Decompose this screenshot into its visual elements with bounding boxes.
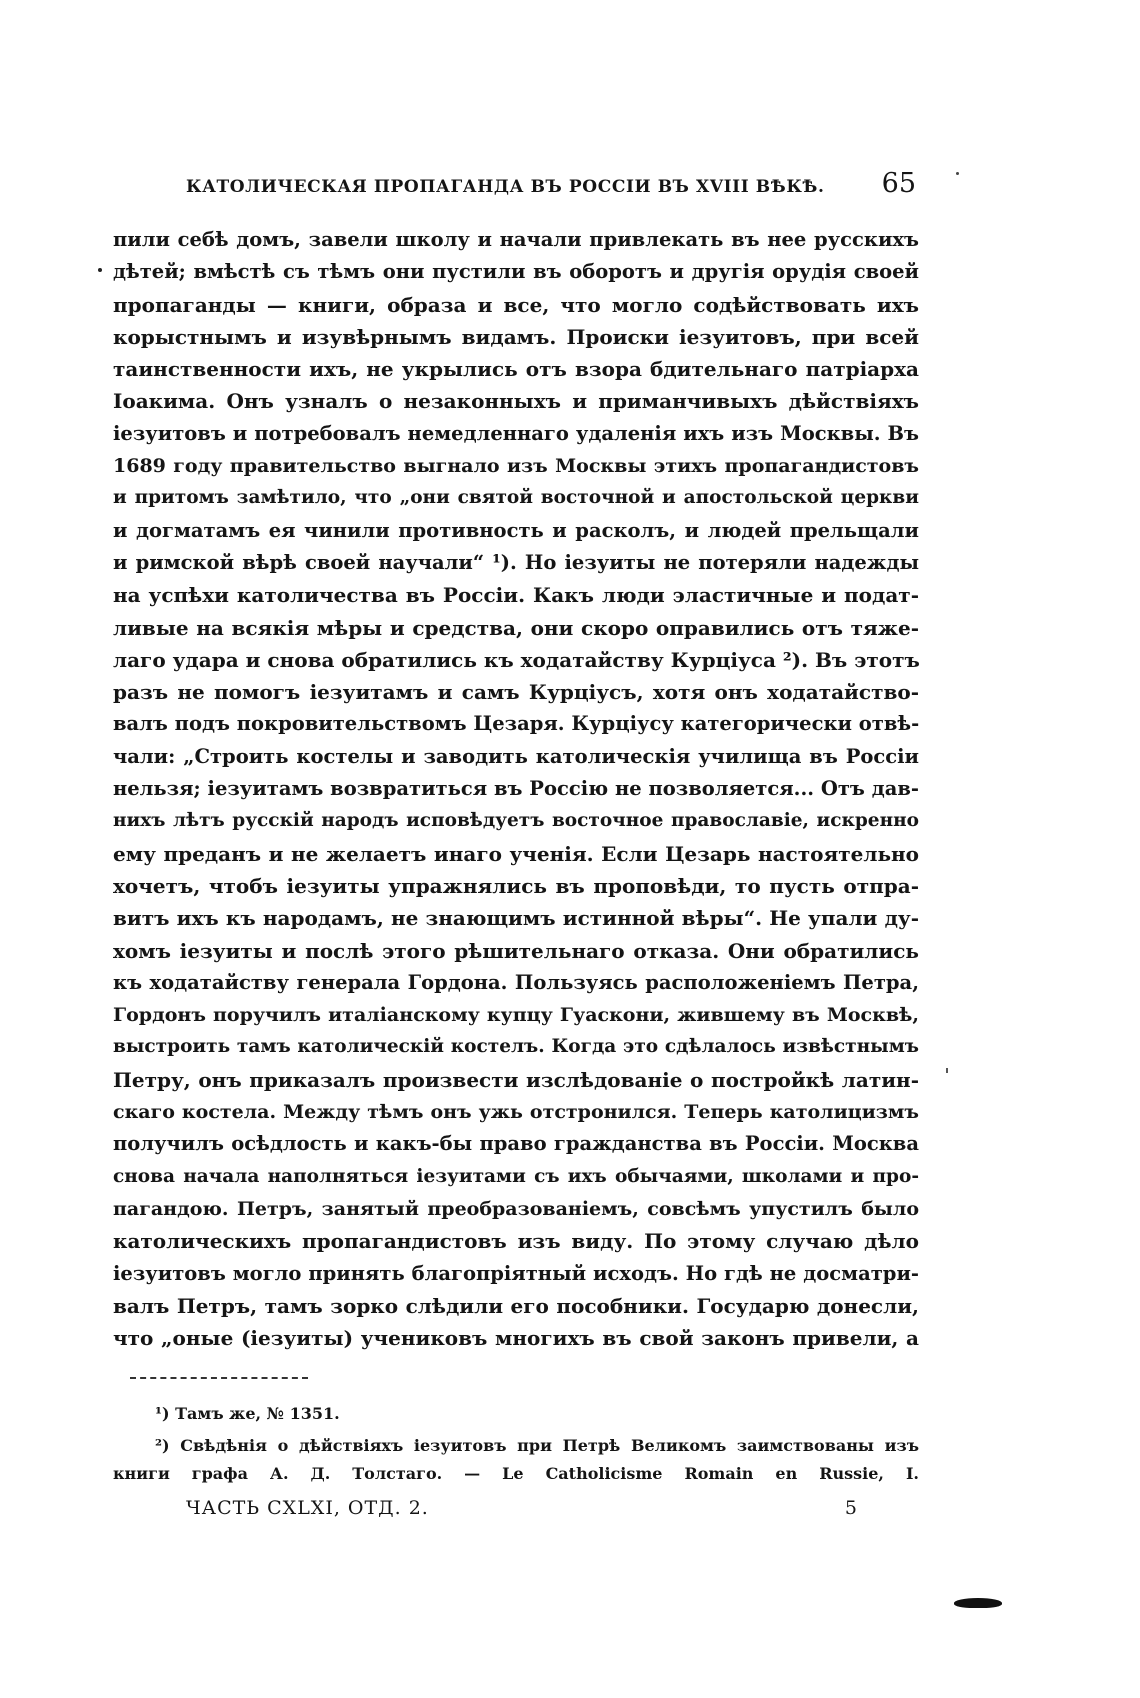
text-line: получилъ осѣдлость и какъ-бы право гражданства въ Россіи. Москва [113,1132,919,1156]
text-line: іезуитовъ могло принять благопріятный исходъ. Но гдѣ не досматри- [113,1261,919,1285]
footnote-2-line-1: ²) Свѣдѣнія о дѣйствіяхъ іезуитовъ при Петрѣ Великомъ заимствованы изъ [155,1436,919,1455]
text-line: на успѣхи католичества въ Россіи. Какъ люди эластичные и подат- [113,583,919,608]
text-line: Гордонъ поручилъ италіанскому купцу Гуаскони, жившему въ Москвѣ, [113,1004,919,1027]
text-line: Петру, онъ приказалъ произвести изслѣдованіе о постройкѣ латин- [113,1067,919,1092]
text-line: чали: „Строить костелы и заводить католическія училища въ Россіи [113,744,919,768]
text-line: нихъ лѣтъ русскій народъ исповѣдуетъ восточное православіе, искренно [113,810,919,832]
text-line: ему преданъ и не желаетъ инаго ученія. Если Цезарь настоятельно [113,841,919,866]
text-line: разъ не помогъ іезуитамъ и самъ Курціусъ, хотя онъ ходатайство- [113,680,919,705]
text-line: хомъ іезуиты и послѣ этого рѣшительнаго отказа. Они обратились [113,938,919,963]
text-line: Іоакима. Онъ узналъ о незаконныхъ и приманчивыхъ дѣйствіяхъ [113,389,919,414]
text-line: таинственности ихъ, не укрылись отъ взора бдительнаго патріарха [113,357,919,382]
footnote-1: ¹) Тамъ же, № 1351. [155,1404,340,1423]
text-line: католическихъ пропагандистовъ изъ виду. По этому случаю дѣло [113,1229,919,1254]
signature-part: ЧАСТЬ CXLXI, ОТД. 2. [186,1497,429,1519]
text-line: хочетъ, чтобъ іезуиты упражнялись въ проповѣди, то пусть отпра- [113,873,919,898]
running-title: КАТОЛИЧЕСКАЯ ПРОПАГАНДА ВЪ РОССІИ ВЪ XVIII ВѢКѢ. [186,177,825,197]
text-line: снова начала наполняться іезуитами съ ихъ обычаями, школами и про- [113,1165,919,1187]
text-line: и римской вѣрѣ своей научали“ ¹). Но іезуиты не потеряли надежды [113,550,919,574]
text-line: пили себѣ домъ, завели школу и начали привлекать въ нее русскихъ [113,228,919,251]
text-line: 1689 году правительство выгнало изъ Москвы этихъ пропагандистовъ [113,455,919,478]
footnote-rule [130,1377,308,1379]
text-line: и догматамъ ея чинили противность и расколъ, и людей прельщали [113,518,919,542]
running-header [186,168,916,199]
body-text [113,224,919,1354]
text-line: пагандою. Петръ, занятый преобразованіемъ, совсѣмъ упустилъ было [113,1197,919,1220]
footnote-2-line-2: книги графа А. Д. Толстаго. — Le Catholicisme Romain en Russie, I. [113,1464,919,1483]
printer-signature [186,1497,858,1519]
text-line: скаго костела. Между тѣмъ онъ ужь отстронился. Теперь католицизмъ [113,1101,919,1124]
text-line: нельзя; іезуитамъ возвратиться въ Россію не позволяется... Отъ дав- [113,777,919,801]
text-line: ливые на всякія мѣры и средства, они скоро оправились отъ тяже- [113,615,919,640]
text-line: корыстнымъ и изувѣрнымъ видамъ. Происки іезуитовъ, при всей [113,324,919,349]
ink-speck [946,1068,948,1073]
ink-blot [954,1598,1002,1608]
text-line: пропаганды — книги, образа и все, что могло содѣйствовать ихъ [113,292,919,317]
page-number: 65 [881,168,916,199]
text-line: и притомъ замѣтило, что „они святой восточной и апостольской церкви [113,487,919,509]
text-line: къ ходатайству генерала Гордона. Пользуясь расположеніемъ Петра, [113,970,919,994]
text-line: выстроить тамъ католическій костелъ. Когда это сдѣлалось извѣстнымъ [113,1036,919,1058]
text-line: дѣтей; вмѣстѣ съ тѣмъ они пустили въ оборотъ и другія орудія своей [113,260,919,284]
signature-sheet-number: 5 [844,1497,858,1519]
text-line: валъ подъ покровительствомъ Цезаря. Курціусу категорически отвѣ- [113,712,920,736]
ink-speck [956,172,959,175]
ink-speck [98,268,102,272]
text-line: валъ Петръ, тамъ зорко слѣдили его пособники. Государю донесли, [113,1293,919,1318]
text-line: витъ ихъ къ народамъ, не знающимъ истинной вѣры“. Не упали ду- [113,906,919,931]
text-line: лаго удара и снова обратились къ ходатайству Курціуса ²). Въ этотъ [113,647,920,672]
text-line: что „оные (іезуиты) учениковъ многихъ въ свой законъ привели, а [113,1326,919,1351]
text-line: іезуитовъ и потребовалъ немедленнаго удаленія ихъ изъ Москвы. Въ [113,421,919,445]
